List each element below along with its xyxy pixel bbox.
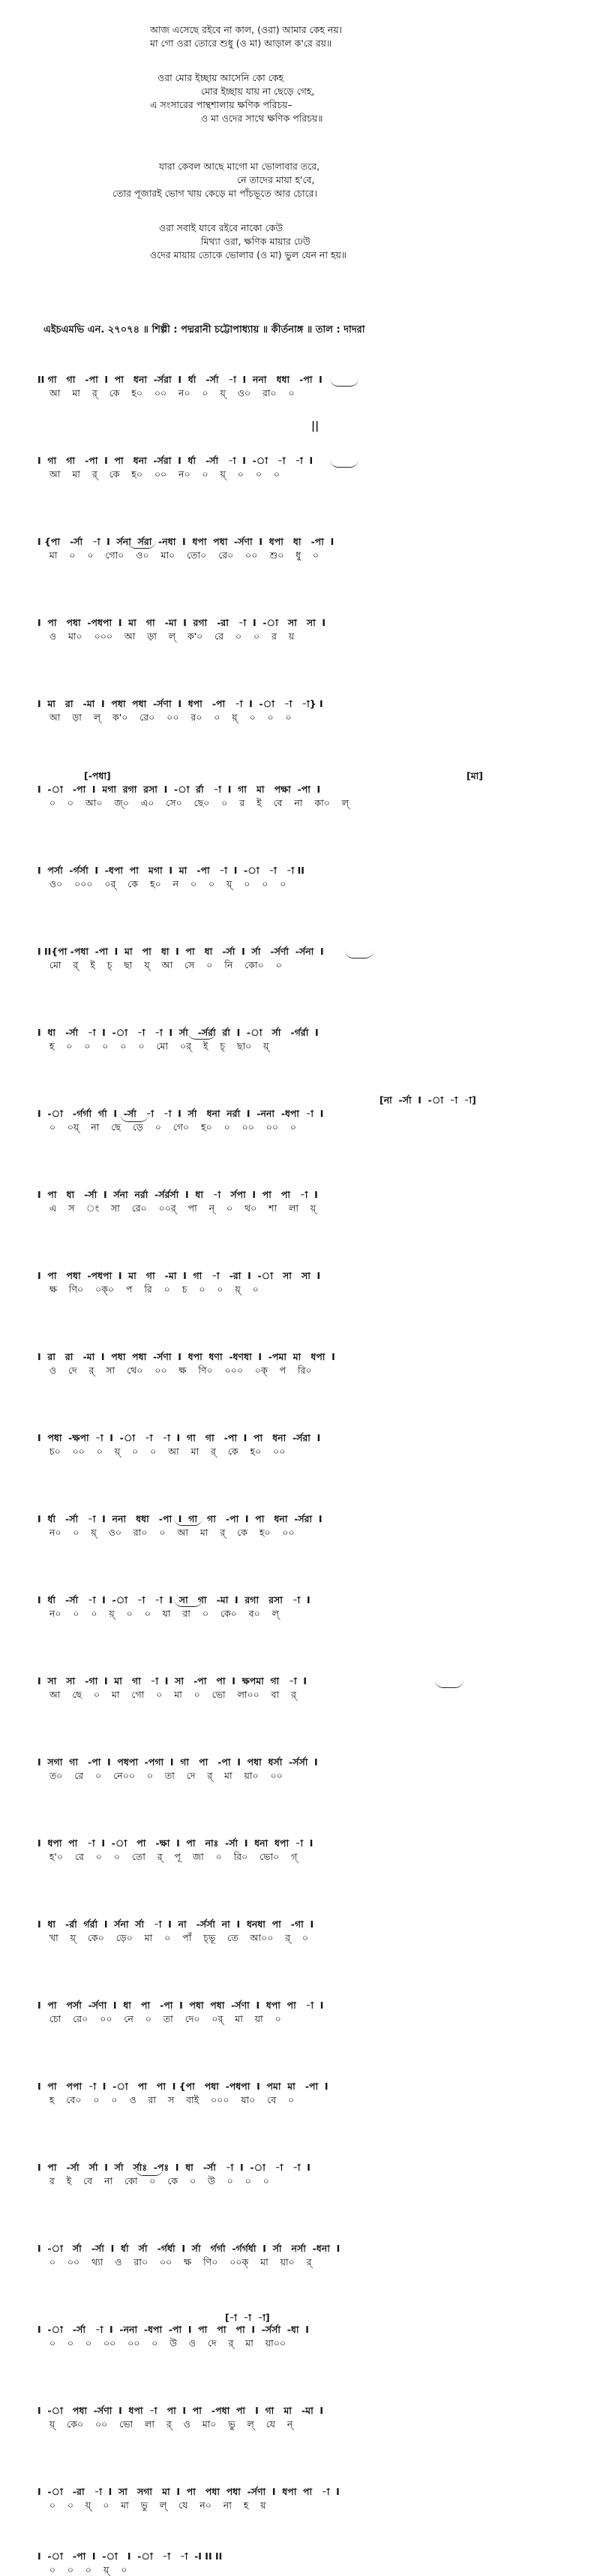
notation-lyric-line: ০ ০০ থ্যা ও রা০ ০০ ক্ষ ণি০ ০০ক্ মা য়া০ র্ — [38, 2256, 312, 2268]
notation-lyric-line: ০ ০ আ০ জ্০ এ০ সে০ ছে০ ০ র ই বে না কা০ ল্ — [38, 797, 350, 808]
lyric-line: ওদের মায়ায় তোকে ভোলার (ও মা) ভুল যেন না হয়॥ — [150, 249, 346, 260]
notation-lyric-line: ০ ০ ০ ০০ ০০ ০ উ ও দে র্ মা য়া০০ — [38, 2337, 286, 2349]
swaralipi-line: I র্ধা -র্সা -া I ননা ধধা -পা I গা গা -পা I পা ধনা -র্সরা I — [38, 1513, 322, 1524]
alternate-note-bracket: [না -র্সা I -া -া -া] — [380, 1094, 476, 1106]
swaralipi-line: I পা ধা -র্সা I র্সনা নর্রা -র্সর্রর্সা I ধা -া র্সপা I পা পা -া I — [38, 1189, 318, 1200]
swaralipi-line: I -া -পা I মগা রগা রসা I -া র্রা -া I গা মা পক্ষা -পা I — [38, 784, 321, 795]
swaralipi-line: I -া -রা -া I সা সগা মা I পা পধা পধা -র্সণা I ধপা পা -া I — [38, 2486, 340, 2497]
swaralipi-line: I পা পধা -পধপা I মা গা -মা I রগা -রা -া I -া সা সা I — [38, 617, 326, 628]
swaralipi-line: I II{পা -পধা -পা I মা পা ধা I পা ধা -র্সা I র্সা -র্সর্ণা -র্সনা I — [38, 946, 324, 957]
notation-lyric-line: চ০ ০০ ০ য়্ ০ ০ আ মা র্ কে হ০ ০০ — [38, 1446, 286, 1457]
swaralipi-line: I র্ধা -র্সা -া I -া -া -া I সা গা -মা I রগা রসা -া I — [38, 1594, 310, 1605]
swaralipi-line: I গা গা -পা I পা ধনা -র্সরা I র্ধা -র্সা -া I -া -া -া I — [38, 455, 314, 466]
lyric-line: তোর পূজারই ভোগ খায় কেড়ে মা পাঁচভূতে আর চোরে। — [112, 188, 317, 199]
swaralipi-line: I পর্সা -র্গর্সা I -ধপা পা মগা I মা -পা -া I -া -া -া II — [38, 865, 304, 876]
lyric-line: ও মা ওদের সাথে ক্ষণিক পরিচয়॥ — [201, 113, 323, 124]
swaralipi-line: I সগা গা -পা I পধপা -পগা I গা পা -পা I পধা ধর্সা -র্সর্সা I — [38, 1756, 318, 1768]
swaralipi-line: I -া -র্গর্গা র্গা I -র্সা -া -া I র্সা ধনা নর্রা I -ননা -ধপা -া I — [38, 1108, 324, 1119]
slur-mark — [174, 1518, 202, 1526]
swaralipi-line: I {পা -র্সা -া I র্সনা র্সরা -নধা I ধপা পধা -র্সণা I ধপা ধা -পা I — [38, 536, 334, 547]
slur-mark — [435, 1680, 464, 1688]
lyric-line: মোর ইচ্ছায় যায় না ছেড়ে গেহ, — [201, 86, 315, 97]
swaralipi-line: I -া -পা I -া I -া -া -া -I II II — [38, 2550, 223, 2562]
alternate-note-bracket: [-পধা] — [84, 770, 111, 781]
record-meta-line: এইচএমভি এন. ২৭০৭৪ ॥ শিল্পী : পদ্মরানী চট্টোপাধ্যায় ॥ কীর্তনাঙ্গ ॥ তাল : দাদরা — [44, 324, 365, 336]
lyric-line: মা গো ওরা তোরে শুধু (ও মা) আড়াল ক'রে রয়॥ — [150, 38, 332, 49]
notation-lyric-line: চো রে০ ০০ নে ০ তা দে০ ০র্ মা য়া ০ — [38, 2013, 281, 2024]
swaralipi-line: I পা পপা -া I -া পা পা I {পা পধা -পধপা I পমা মা -পা I — [38, 2081, 328, 2092]
notation-lyric-line: ত০ রে ০ নে০০ ০ তা দে র্ মা য়া০ ০০ — [38, 1770, 283, 1781]
swaralipi-line: I সা সা -গা I মা গা -া I সা -পা পা I ক্ষপমা গা -া I — [38, 1675, 307, 1687]
swaralipi-line: I রা রা -মা I পধা পধা -র্সণা I ধপা ধণা -ধণধা I -পমা মা ধপা I — [38, 1351, 335, 1362]
lyric-line: ওরা মোর ইচ্ছায় আসেনি কো কেহ — [158, 72, 284, 83]
notation-lyric-line: য়্ কে০ ০০ ভো লা র্ ও মা০ ভু ল্ যে ন্ — [38, 2418, 293, 2430]
lyric-line: মিথ্যা ওরা, ক্ষণিক মায়ার ঢেউ — [201, 236, 310, 247]
notation-lyric-line: আ মা র্ কে হ০ ০০ ন০ ০ য়্ ও০ রা০ ০ — [38, 387, 295, 399]
swaralipi-line: I পধা -ক্ষপা -া I -া -া -া I গা গা -পা I পা ধনা -র্সরা I — [38, 1432, 321, 1443]
slur-mark — [188, 1031, 216, 1040]
slur-mark — [120, 1114, 148, 1122]
notation-lyric-line: আ ড়া ল্ ক'০ রে০ ০০ র০ ০ য়্ ০ ০ ০ — [38, 712, 292, 723]
swaralipi-line: I পা -র্সা র্সা I র্সা র্সাঃ -পঃ I ধা -র্সা -া I -া -া -া I — [38, 2162, 310, 2173]
notation-lyric-line: মা ০ ০ গো০ ও০ মা০ তো০ রে০ ০০ শু০ ধু ০ — [38, 549, 320, 561]
lyric-line: নে তাদের মায়া হ'বে, — [237, 174, 315, 185]
swaralipi-line: I -া র্সা -র্সা I র্ধা র্সা -র্গর্ধা I র্সা র্গর্গা -র্গর্গর্ধা I র্সা নর্সা -ধনা I — [38, 2243, 340, 2254]
notation-lyric-line: খা য়্ কে০ ড়ে০ মা ০ পাঁ চ্ভূ তে আ০০ র্ ০ — [38, 1932, 309, 1943]
notation-lyric-line: ০ ০ য়্ ০ মা ভু ল্ যে ন০ না হ য় — [38, 2499, 266, 2511]
notation-lyric-line: এ স ং সা রে০ ০০র্ পা ন্ ০ থ০ শা লা য়্ — [38, 1202, 316, 1214]
notation-lyric-line: ও দে র্ সা থে০ ০০ ক্ষ ণি০ ০০০ ০ক্ প রি০ — [38, 1365, 312, 1376]
notation-lyric-line: হ'০ রে ০ ০ তো র্ পূ জা ০ রি০ ভো০ গ্ — [38, 1851, 298, 1862]
alternate-note-bracket: [মা] — [466, 770, 483, 781]
slur-mark — [330, 378, 358, 387]
notation-lyric-line: ন০ ০ য়্ ও০ রা০ ০ আ মা র্ কে হ০ ০০ — [38, 1527, 295, 1538]
notation-lyric-line: র ই বে না কো ০ কে ০ উ ০ ০ ০ — [38, 2175, 269, 2186]
swaralipi-line: I ধপা পা -া I -া পা -ক্ষা I পা নাঃ -র্সা I ধনা ধপা -া I — [38, 1837, 314, 1849]
lyric-line: ওরা সবাই যাবে রইবে নাকো কেউ — [159, 222, 284, 233]
slur-mark — [345, 950, 374, 958]
swaralipi-line: I -া পধা -র্সণা I ধপা -া পা I পা -পধা পা I গা মা -মা I — [38, 2405, 324, 2416]
lyric-line: এ সংসারের পান্থশালায় ক্ষণিক পরিচয়– — [150, 99, 292, 110]
swaralipi-line: I মা রা -মা I পধা পধা -র্সণা I ধপা -পা -া I -া -া -া} I — [38, 698, 323, 709]
swaralipi-line: I পা পধা -পধপা I মা গা -মা I গা -া -রা I -া সা সা I — [38, 1270, 321, 1281]
swaralipi-line: I -া -র্সা -া I -ননা -ধপা -পা I পা পা পা I -র্সর্সা -ধা I — [38, 2324, 309, 2335]
swaralipi-line: I পা পর্সা -র্সণা I ধা পা -পা I পধা পধা -র্সণা I ধপা পা -া I — [38, 2000, 324, 2011]
slur-mark — [330, 459, 358, 468]
slur-mark — [135, 2168, 164, 2176]
notation-lyric-line: হ বে০ ০ ০ ও রা স বাই ০০০ যা০ বে ০ — [38, 2094, 295, 2105]
swaralipi-line: I ধা -র্সা -া I -া -া -া I র্সা -র্সর্রা র্রা I -া র্সা -র্গর্রা I — [38, 1027, 319, 1038]
notation-lyric-line: ও মা০ ০০০ আ ড়া ল্ ক'০ রে ০ ০ র য় — [38, 630, 295, 642]
notation-lyric-line: হ ০ ০ ০ ০ ০ মো ০র্ ই চ্ ছা০ য়্ — [38, 1040, 269, 1052]
notation-lyric-line: আ ছে ০ মা গো ০ মা ০ ভো লা০০ বা র্ — [38, 1689, 297, 1700]
lyric-line: যারা কেবল আছে মাগো মা ভোলাবার তরে, — [159, 161, 320, 172]
lyric-line: আজ এসেছে রইবে না কাল, (ওরা) আমার কেহ নয়। — [150, 24, 343, 35]
notation-lyric-line: মো র্ ই চ্ ছা য়্ আ সে ০ নি কো০ ০ — [38, 959, 282, 971]
notation-lyric-line: ও০ ০০০ ০র্ কে হ০ ন ০ ০ য়্ ০ ০ ০ — [38, 878, 286, 889]
notation-lyric-line: ন০ ০ ০ য়্ ০ ০ যা রা ০ কে০ ব০ ল্ — [38, 1608, 279, 1619]
notation-lyric-line: ০ ০য়্ না ছে ড়ে ০ গে০ হ০ ০ ০০ ০০ ০ — [38, 1121, 297, 1133]
notation-lyric-line: ক্ষ ণি০ ০ক্০ প রি ০ চ ০ ০ য়্ ০ — [38, 1283, 259, 1295]
swaralipi-line: II গা গা -পা I পা ধনা -র্সরা I র্ধা -র্সা -া I ননা ধধা -পা I — [38, 374, 322, 385]
slur-mark — [174, 1599, 202, 1607]
slur-mark — [128, 540, 156, 549]
notation-lyric-line: ০ ০ ০ য়্ ০ — [38, 2564, 128, 2575]
double-bar-mark: || — [311, 420, 320, 432]
notation-lyric-line: আ মা র্ কে হ০ ০০ ন০ ০ য়্ ০ ০ ০ — [38, 468, 280, 480]
alternate-note-bracket: [-া -া -া] — [225, 2312, 270, 2323]
swaralipi-line: I ধা -র্রা র্গর্রা I র্সনা র্সা -া I না -র্সর্সা না I ধনধা পা -গা I — [38, 1918, 314, 1930]
